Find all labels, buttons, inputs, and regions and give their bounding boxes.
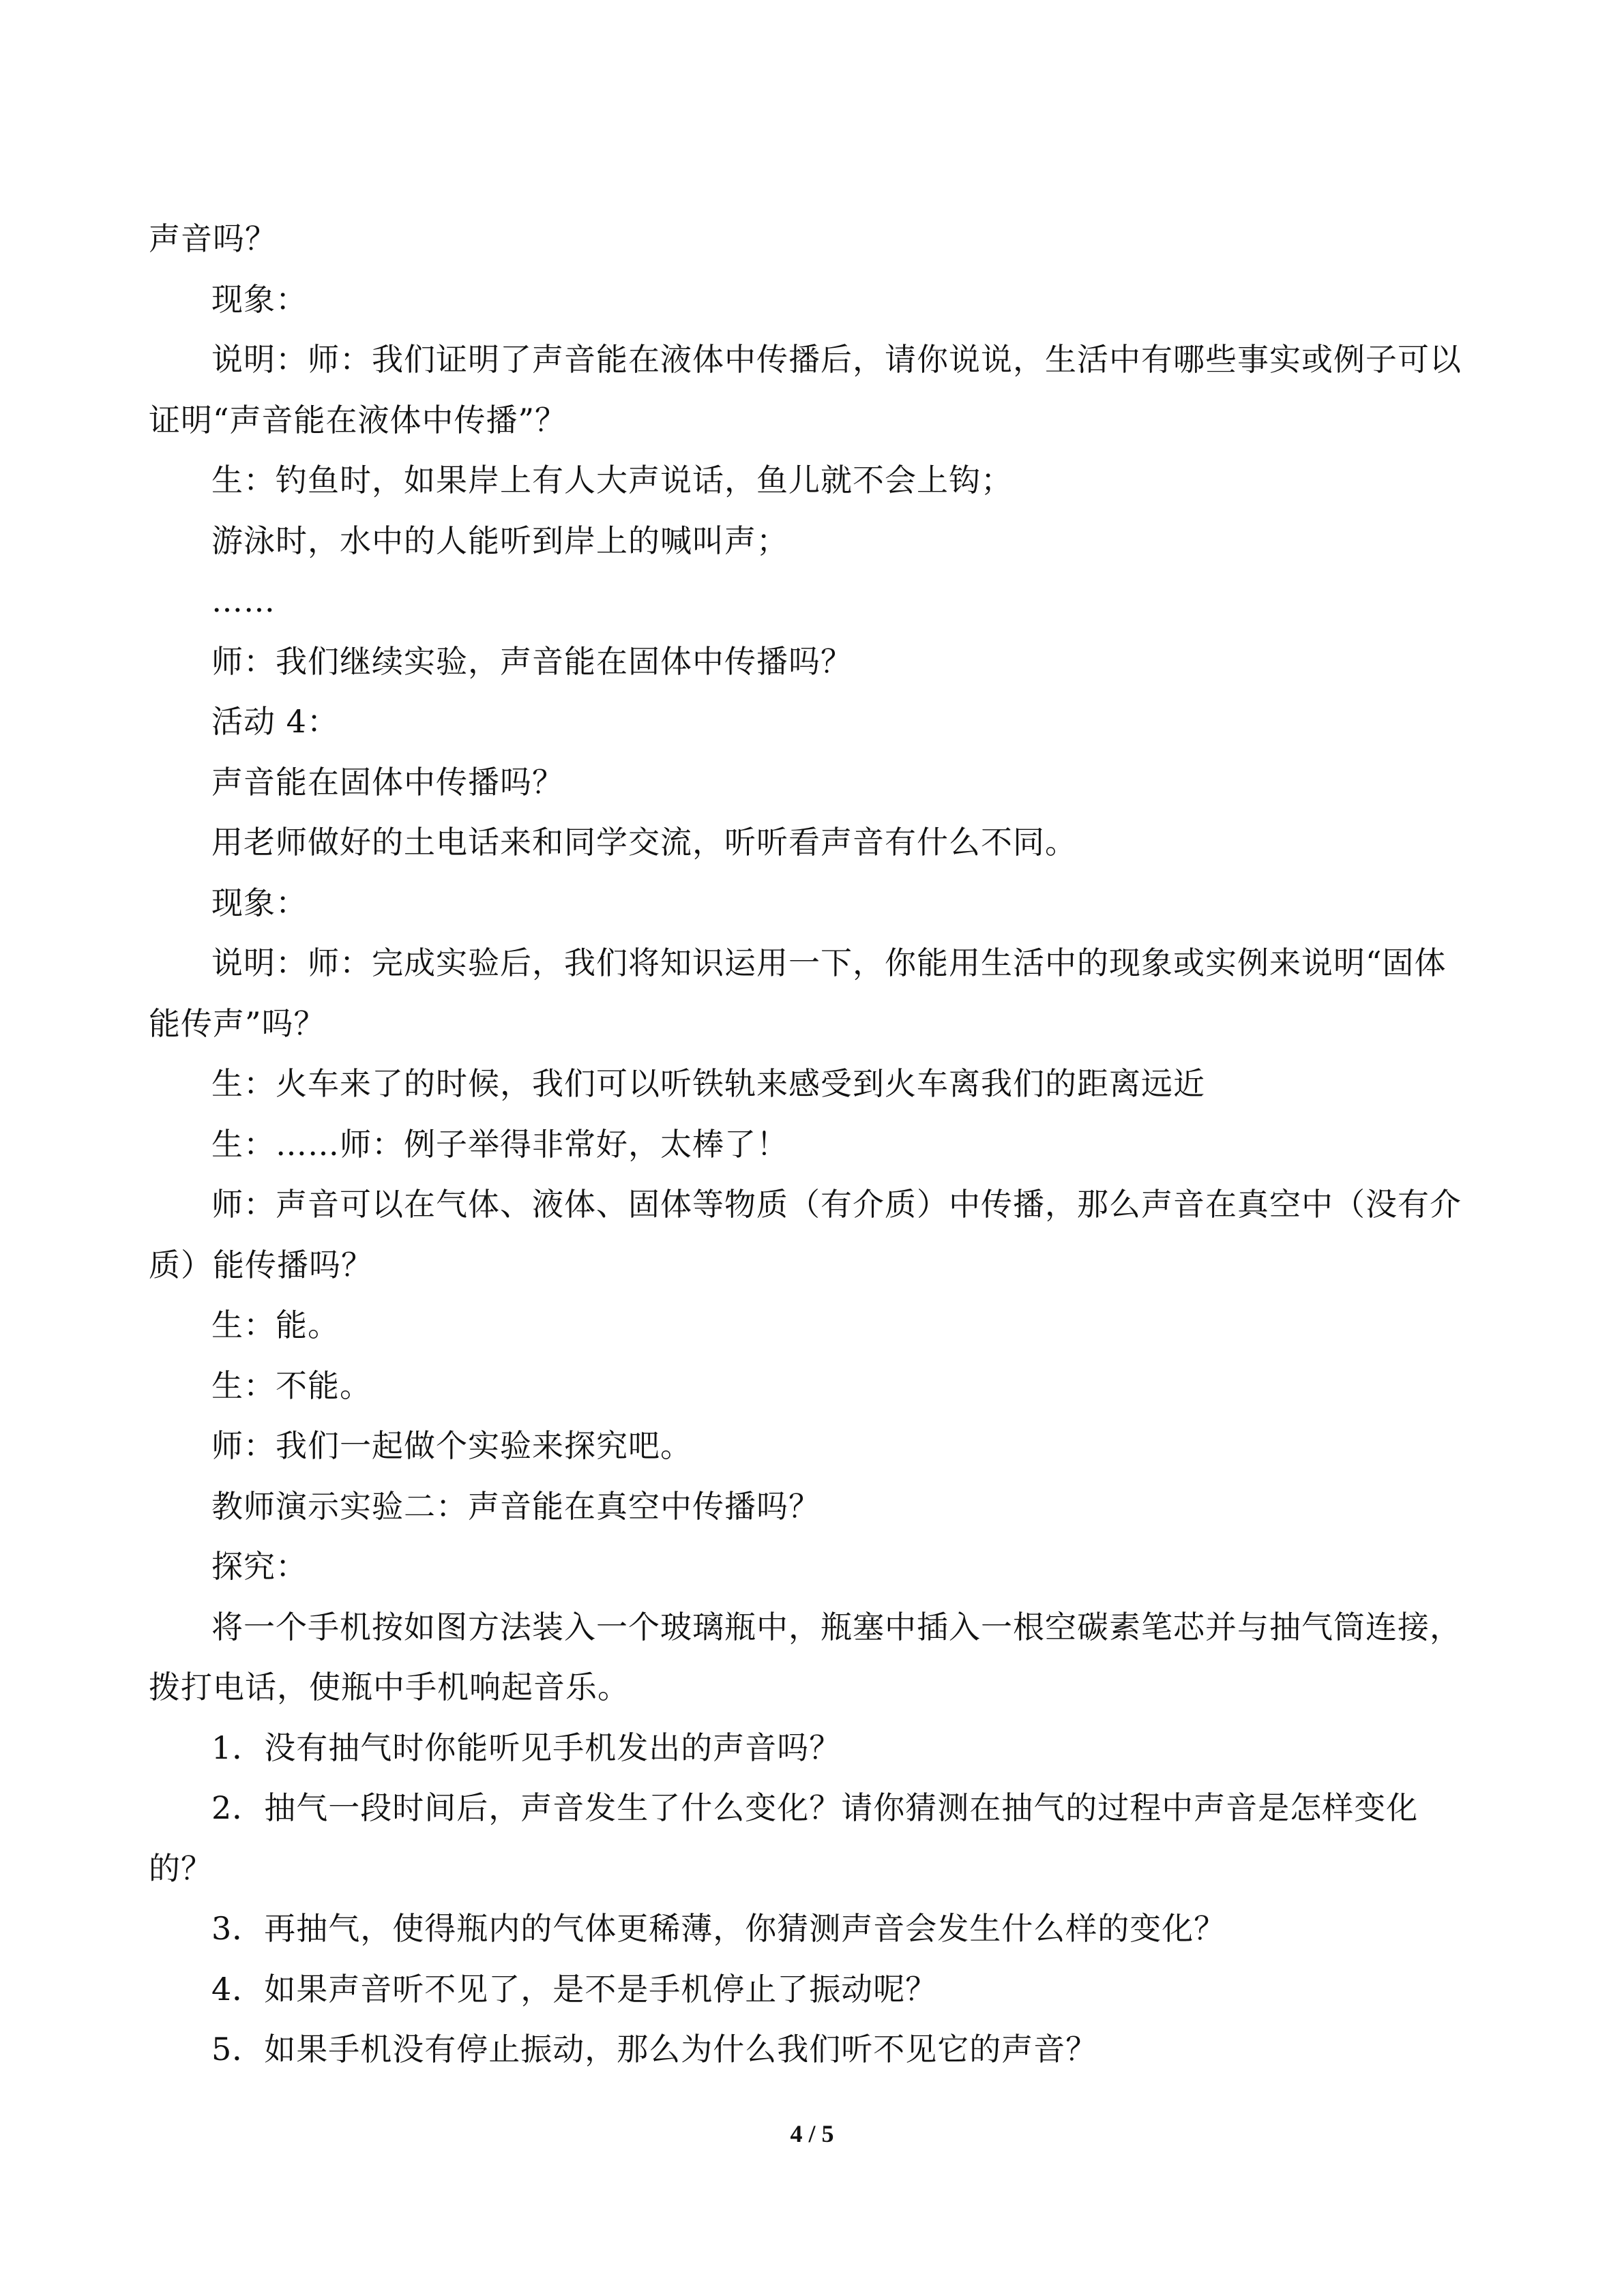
paragraph: 现象： [211, 884, 308, 921]
paragraph: 声音吗？ [149, 220, 277, 257]
paragraph: 说明：师：完成实验后，我们将知识运用一下，你能用生活中的现象或实例来说明“固体能传声”吗？ [149, 944, 1447, 1042]
paragraph: 4．如果声音听不见了，是不是手机停止了振动呢？ [211, 1970, 938, 2008]
paragraph: 1．没有抽气时你能听见手机发出的声音吗？ [211, 1729, 842, 1766]
page-number: 4 / 5 [790, 2120, 834, 2147]
paragraph: 现象： [211, 280, 308, 318]
paragraph: 活动 4： [211, 703, 339, 740]
paragraph: 2．抽气一段时间后，声音发生了什么变化？请你猜测在抽气的过程中声音是怎样变化的？ [149, 1789, 1419, 1887]
paragraph: 用老师做好的土电话来和同学交流，听听看声音有什么不同。 [211, 824, 1077, 861]
paragraph: 教师演示实验二：声音能在真空中传播吗？ [211, 1487, 821, 1525]
paragraph: 师：我们一起做个实验来探究吧。 [211, 1427, 692, 1464]
paragraph: 探究： [211, 1548, 308, 1585]
paragraph: 生：钓鱼时，如果岸上有人大声说话，鱼儿就不会上钩； [211, 462, 1013, 498]
paragraph: …… [211, 582, 276, 619]
paragraph: 生：……师：例子举得非常好，太棒了！ [211, 1125, 788, 1163]
paragraph: 说明：师：我们证明了声音能在液体中传播后，请你说说，生活中有哪些事实或例子可以证明“声音能在液体中传播”？ [149, 341, 1462, 438]
paragraph: 生：能。 [211, 1307, 340, 1343]
paragraph: 声音能在固体中传播吗？ [211, 763, 564, 801]
paragraph: 5．如果手机没有停止振动，那么为什么我们听不见它的声音？ [211, 2031, 1098, 2068]
document-body [149, 209, 1472, 2080]
paragraph: 生：不能。 [211, 1367, 372, 1404]
paragraph: 将一个手机按如图方法装入一个玻璃瓶中，瓶塞中插入一根空碳素笔芯并与抽气筒连接，拨打电话，使瓶中手机响起音乐。 [149, 1608, 1462, 1705]
paragraph: 3．再抽气，使得瓶内的气体更稀薄，你猜测声音会发生什么样的变化？ [211, 1910, 1226, 1947]
paragraph: 师：我们继续实验，声音能在固体中传播吗？ [211, 642, 853, 680]
paragraph: 师：声音可以在气体、液体、固体等物质（有介质）中传播，那么声音在真空中（没有介质）能传播吗？ [149, 1186, 1462, 1283]
paragraph: 生：火车来了的时候，我们可以听铁轨来感受到火车离我们的距离远近 [211, 1065, 1205, 1102]
paragraph: 游泳时，水中的人能听到岸上的喊叫声； [211, 522, 788, 559]
